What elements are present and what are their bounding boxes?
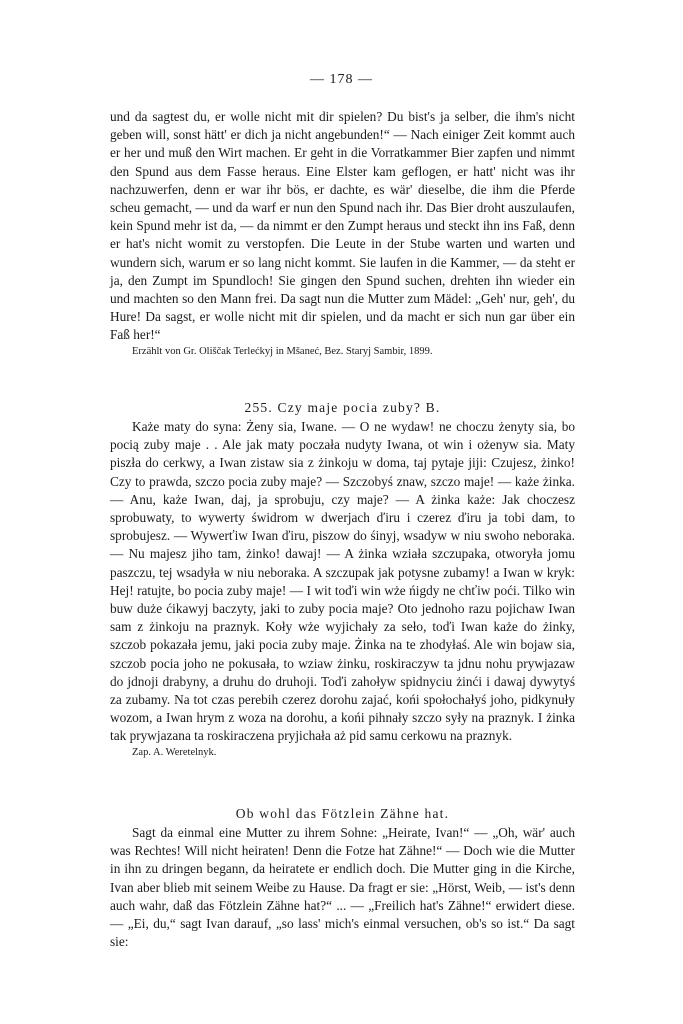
story-heading-255: 255. Czy maje pocia zuby? B. [244,400,441,415]
credit-line: Erzählt von Gr. Oliščak Terlećkyj in Mšaneć, Bez. Staryj Sambir, 1899. [132,345,433,357]
credit-line-255: Zap. A. Weretelnyk. [132,746,217,758]
section-continuation [110,108,575,359]
section-german [110,824,575,951]
paragraph-continuation: und da sagtest du, er wolle nicht mit dir spielen? Du bist's ja selber, die ihm's nicht geben will, sonst hätt' er dich ja nicht angebunden!“ — Nach einiger Zeit kommt auch er her und muß den Wirt machen. Er geht in die Vorratkammer Bier zapfen und nimmt den Spund aus dem Fasse heraus. Eine Elster kam geflogen, er hatt' nicht was ihr nachzuwerfen, denn er war ihr bös, er dachte, es wär' dieselbe, die ihm die Pferde scheu gemacht, — und da warf er nun den Spund nach ihr. Das Bier droht auszulaufen, kein Spund mehr ist da, — da nimmt er den Zumpt heraus und steckt ihn ins Faß, denn er hat's nicht womit zu verstopfen. Die Leute in der Stube warten und warten und wundern sich, warum er so lang nicht kommt. Sie laufen in die Kammer, — da steht er ja, den Zumpt im Spundloch! Sie gingen den Spund suchen, drehten ihn wieder ein und machten so den Mann frei. Da sagt nun die Mutter zum Mädel: „Geh' nur, geh', du Hure! Da sagst, er wolle nicht mit dir spielen, und da macht er sich nun gar über ein Faß her!“ [110,109,575,343]
story-heading-german: Ob wohl das Fötzlein Zähne hat. [235,806,450,821]
paragraph-german: Sagt da einmal eine Mutter zu ihrem Sohne: „Heirate, Ivan!“ — „Oh, wär' auch was Rechtes! Will nicht heiraten! Denn die Fotze hat Zähne!“ — Doch wie die Mutter in ihn zu dringen begann, da heiratete er endlich doch. Die Mutter ging in die Kirche, Ivan aber blieb mit seinem Weibe zu Hause. Da fragt er sie: „Hörst, Weib, — ist's denn auch wahr, daß das Fötzlein Zähne hat?“ ... — „Freilich hat's Zähne!“ erwidert diese. — „Ei, du,“ sagt Ivan darauf, „so lass' mich's einmal versuchen, ob's so ist.“ Da sagt sie: [110,825,575,950]
page-number: — 178 — [310,72,373,87]
section-255 [110,418,575,760]
paragraph-255: Każe maty do syna: Żeny sia, Iwane. — O ne wydaw! ne choczu żenyty sia, bo pocią zuby maje . . Ale jak maty poczała nudyty Iwana, ot win i ożenyw sia. Maty piszła do cerkwy, a Iwan zistaw sia z żinkoju w doma, taj pytaje jiji: Czujesz, żinko! Czy to prawda, szczo pocia zuby maje? — Szczobyś znaw, szczo maje! — każe żinka. — Anu, każe Iwan, daj, ja sprobuju, czy maje? — A żinka każe: Jak choczesz sprobuwaty, to wywerty świdrom w dwerjach ďiru i czerez ďiru ja tobi dam, to sprobujesz. — Wywerťiw Iwan ďiru, piszow do śinyj, wsadyw w niu swoho neboraka. — Nu majesz jiho tam, żinko! dawaj! — A żinka wziała szczupaka, otworyła jomu paszczu, tej wsadyła w niu neboraka. A szczupak jak potysne zubamy! a Iwan w kryk: Hej! ratujte, bo pocia zuby maje! — I wit toďi win wże ńigdy ne chťiw poći. Tilko win buw duże ćikawyj baczyty, jaki to zuby pocia maje? Oto jednoho razu pojichaw Iwan sam z żinkoju na praznyk. Koły wże wyjichały za seło, toďi Iwan każe do żinky, szczob pokazała jemu, jaki pocia zuby maje. Żinka na te zhodyłaś. Ale win bojaw sia, szczob pocia joho ne pokusała, to wziaw żinku, roskiraczyw ta jdnu nohu prywjazaw do jdnoji drabyny, a druhu do druhoji. Toďi zahoływ spidnyciu żinći i dawaj dywytyś za zubamy. Na tot czas perebih czerez dorohu zajać, końi społochałyś joho, pidkynuły wozom, a Iwan hrym z woza na dorohu, a końi pihnały szczo syły na praznyk. I żinka tak prywjazana ta roskiraczena pryjichała aż pid samu cerkowu na praznyk. [110,419,575,744]
